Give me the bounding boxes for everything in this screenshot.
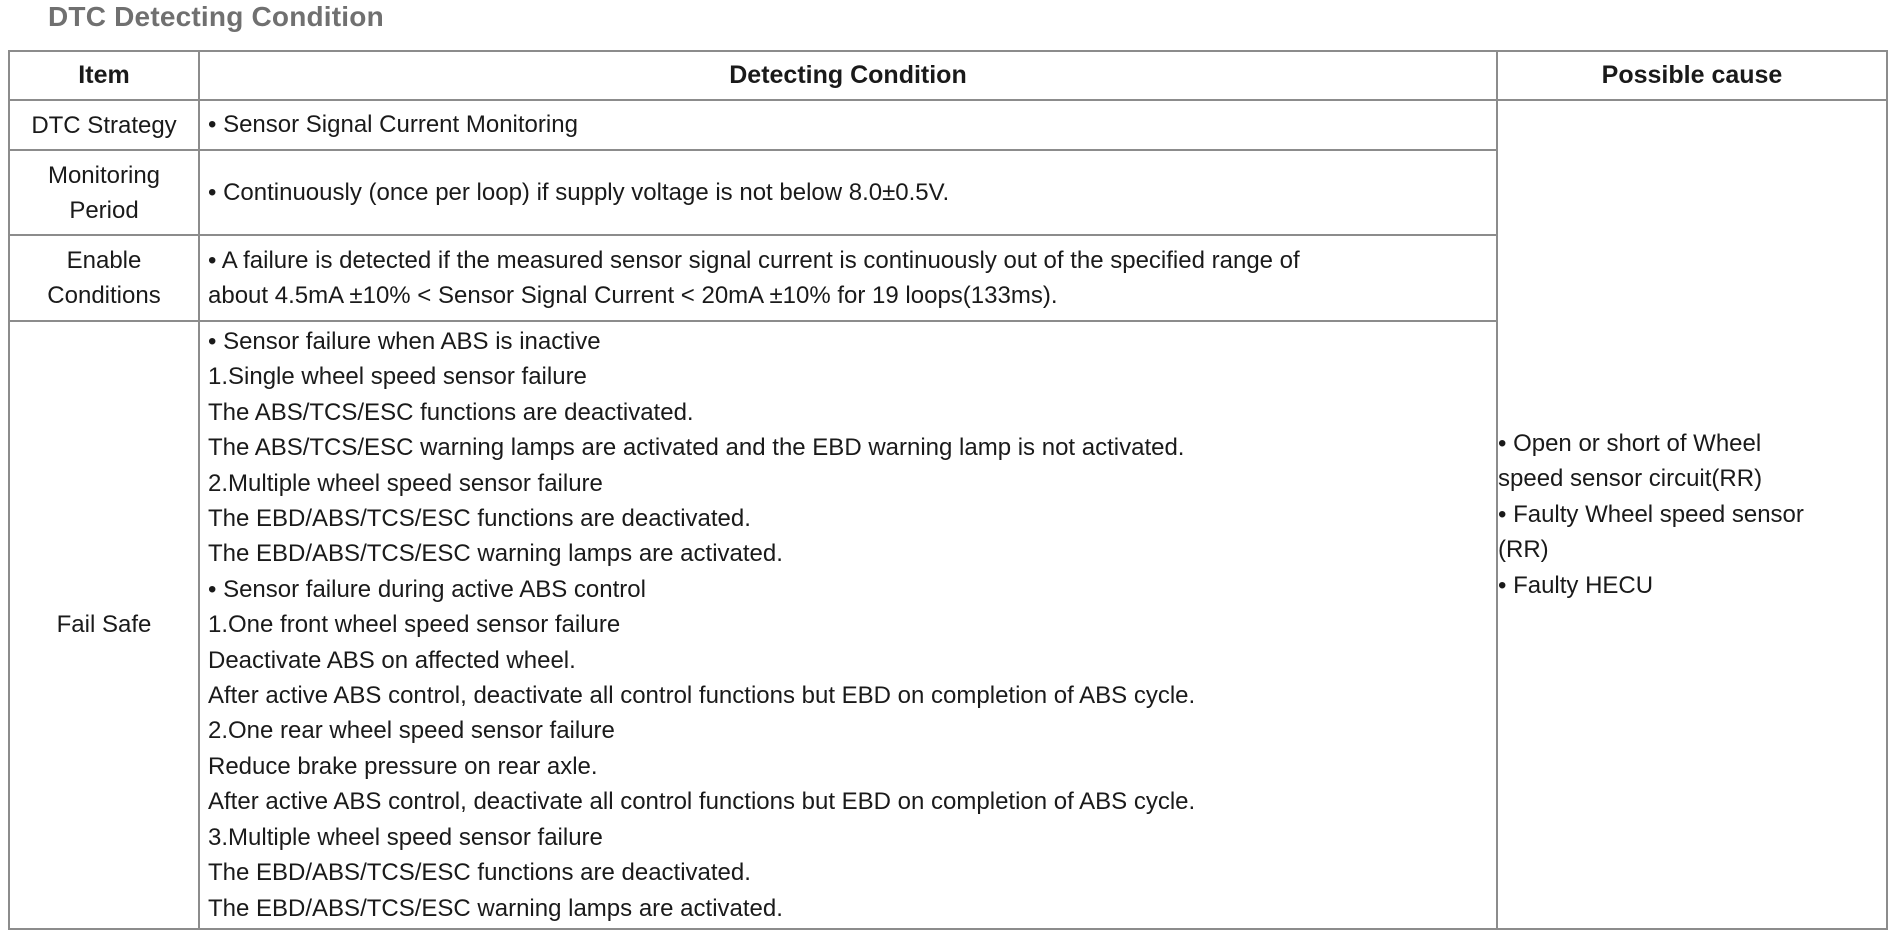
header-item: Item <box>9 51 199 100</box>
cause-line: (RR) <box>1498 536 1549 564</box>
cause-line: • Faulty Wheel speed sensor <box>1498 500 1804 528</box>
cause-line: • Faulty HECU <box>1498 571 1654 599</box>
condition-cell <box>199 150 1497 235</box>
item-label: Fail Safe <box>56 611 152 639</box>
condition-cell <box>199 321 1497 929</box>
cause-line: speed sensor circuit(RR) <box>1498 465 1763 493</box>
condition-line: Deactivate ABS on affected wheel. <box>208 646 576 674</box>
header-detecting-condition: Detecting Condition <box>199 51 1497 100</box>
item-label: Period <box>69 196 139 224</box>
item-label: DTC Strategy <box>31 111 177 139</box>
condition-line: The ABS/TCS/ESC warning lamps are activated and the EBD warning lamp is not activated. <box>208 434 1185 462</box>
condition-line: Reduce brake pressure on rear axle. <box>208 752 598 780</box>
condition-line: 2.Multiple wheel speed sensor failure <box>208 469 603 497</box>
header-possible-cause: Possible cause <box>1497 51 1887 100</box>
condition-line: • Sensor failure when ABS is inactive <box>208 328 601 355</box>
item-cell <box>9 321 199 929</box>
table-header-row <box>9 51 1887 100</box>
condition-line: The EBD/ABS/TCS/ESC warning lamps are activated. <box>208 894 783 922</box>
condition-line: 1.One front wheel speed sensor failure <box>208 611 621 639</box>
condition-line: • A failure is detected if the measured sensor signal current is continuously out of the specified range of <box>208 246 1300 274</box>
condition-line: 3.Multiple wheel speed sensor failure <box>208 823 603 851</box>
condition-cell <box>199 100 1497 150</box>
condition-line: 2.One rear wheel speed sensor failure <box>208 717 615 745</box>
condition-cell <box>199 235 1497 321</box>
cause-line: • Open or short of Wheel <box>1498 429 1762 457</box>
item-label: Conditions <box>47 282 161 309</box>
item-cell <box>9 150 199 235</box>
item-label: Monitoring <box>47 161 161 189</box>
item-label: Enable <box>66 247 142 274</box>
item-cell <box>9 235 199 321</box>
page-title: DTC Detecting Condition <box>48 1 384 32</box>
condition-line: about 4.5mA ±10% < Sensor Signal Current < 20mA ±10% for 19 loops(133ms). <box>208 282 1058 309</box>
condition-line: • Sensor Signal Current Monitoring <box>208 111 578 139</box>
dtc-condition-table <box>8 50 1888 930</box>
condition-line: 1.Single wheel speed sensor failure <box>208 363 587 391</box>
item-cell <box>9 100 199 150</box>
possible-cause-cell <box>1497 100 1887 929</box>
condition-line: The ABS/TCS/ESC functions are deactivated. <box>208 398 694 426</box>
condition-line: After active ABS control, deactivate all control functions but EBD on completion of ABS cycle. <box>208 682 1196 710</box>
condition-line: The EBD/ABS/TCS/ESC warning lamps are activated. <box>208 540 783 568</box>
condition-line: After active ABS control, deactivate all control functions but EBD on completion of ABS cycle. <box>208 788 1196 816</box>
condition-line: • Continuously (once per loop) if supply voltage is not below 8.0±0.5V. <box>208 178 950 206</box>
condition-line: The EBD/ABS/TCS/ESC functions are deactivated. <box>208 859 751 887</box>
condition-line: • Sensor failure during active ABS control <box>208 575 646 603</box>
condition-line: The EBD/ABS/TCS/ESC functions are deactivated. <box>208 505 751 533</box>
row-dtc-strategy <box>9 100 1887 150</box>
